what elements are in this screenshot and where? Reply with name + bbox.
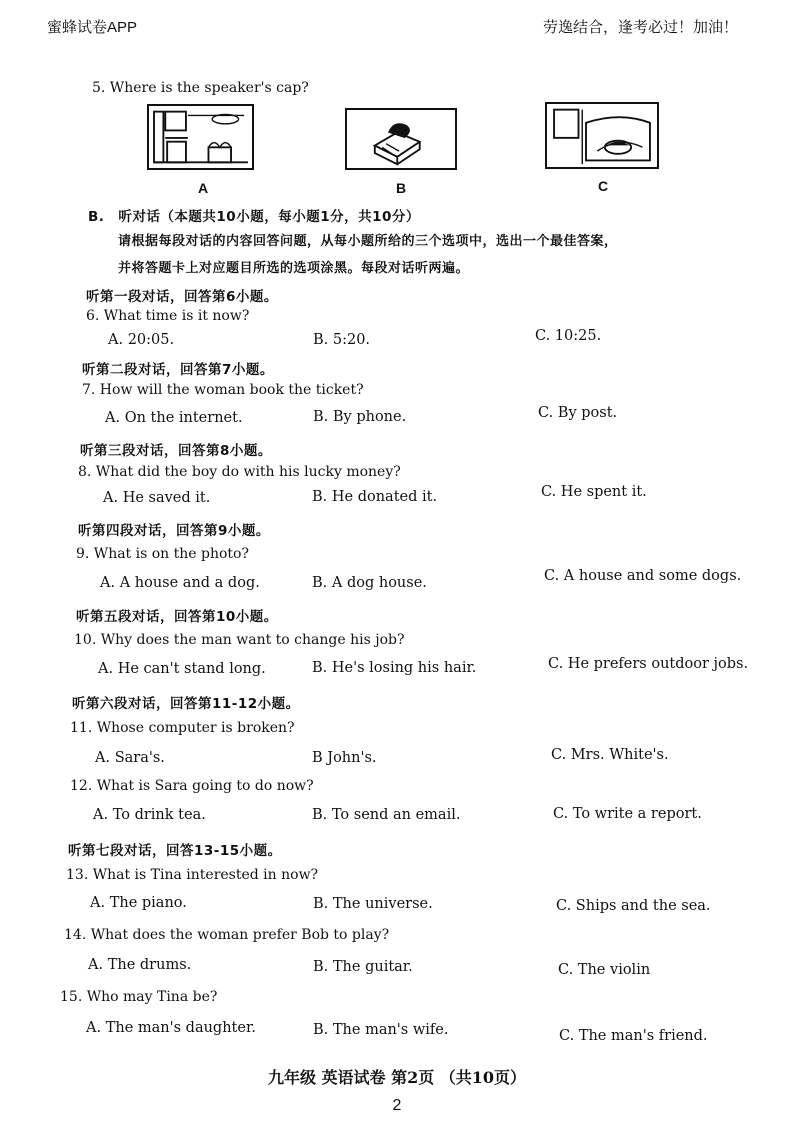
dialog-4-heading: 听第四段对话，回答第9小题。: [78, 523, 270, 539]
question-10: 10. Why does the man want to change his job?: [74, 632, 405, 648]
room-illustration-icon: [149, 106, 252, 168]
q15-option-c: C. The man's friend.: [559, 1028, 708, 1044]
dialog-6-heading: 听第六段对话，回答第11-12小题。: [72, 696, 300, 712]
dialog-7-heading: 听第七段对话，回答13-15小题。: [68, 843, 282, 859]
q10-option-a: A. He can't stand long.: [98, 661, 266, 677]
q7-option-c: C. By post.: [538, 405, 618, 421]
q8-option-a: A. He saved it.: [103, 490, 211, 506]
question-14: 14. What does the woman prefer Bob to play?: [64, 927, 390, 943]
question-9: 9. What is on the photo?: [76, 546, 249, 562]
q6-option-b: B. 5:20.: [313, 332, 371, 348]
q14-option-b: B. The guitar.: [313, 959, 413, 975]
picture-c-cap-on-sofa: [545, 102, 659, 169]
picture-label-b: B: [396, 180, 407, 196]
question-7: 7. How will the woman book the ticket?: [82, 382, 364, 398]
q7-option-b: B. By phone.: [313, 409, 407, 425]
q11-option-a: A. Sara's.: [95, 750, 165, 766]
q8-option-c: C. He spent it.: [541, 484, 647, 500]
cap-on-sofa-icon: [547, 104, 657, 167]
q14-option-a: A. The drums.: [88, 957, 192, 973]
section-b-title: B. 听对话（本题共10小题，每小题1分，共10分）: [88, 209, 420, 225]
question-5: 5. Where is the speaker's cap?: [92, 80, 309, 96]
q6-option-c: C. 10:25.: [535, 328, 602, 344]
dialog-3-heading: 听第三段对话，回答第8小题。: [80, 443, 272, 459]
q13-option-c: C. Ships and the sea.: [556, 898, 711, 914]
q10-option-b: B. He's losing his hair.: [312, 660, 477, 676]
question-15: 15. Who may Tina be?: [60, 989, 218, 1005]
q12-option-a: A. To drink tea.: [93, 807, 206, 823]
picture-label-c: C: [598, 178, 609, 194]
q13-option-a: A. The piano.: [90, 895, 187, 911]
q12-option-c: C. To write a report.: [553, 806, 702, 822]
dialog-1-heading: 听第一段对话，回答第6小题。: [86, 289, 278, 305]
q11-option-b: B John's.: [312, 750, 377, 766]
q8-option-b: B. He donated it.: [312, 489, 438, 505]
q12-option-b: B. To send an email.: [312, 807, 461, 823]
page-number: 2: [392, 1097, 402, 1114]
q9-option-b: B. A dog house.: [312, 575, 427, 591]
question-12: 12. What is Sara going to do now?: [70, 778, 314, 794]
q15-option-a: A. The man's daughter.: [86, 1020, 256, 1036]
picture-b-cap-on-box: [345, 108, 457, 170]
q15-option-b: B. The man's wife.: [313, 1022, 449, 1038]
exam-footer: 九年级 英语试卷 第2页 （共10页）: [267, 1068, 527, 1087]
q6-option-a: A. 20:05.: [108, 332, 175, 348]
cap-on-box-icon: [347, 110, 455, 168]
app-name: 蜜蜂试卷APP: [47, 19, 138, 36]
q10-option-c: C. He prefers outdoor jobs.: [548, 656, 749, 672]
section-b-instruction-2: 并将答题卡上对应题目所选的选项涂黑。每段对话听两遍。: [118, 261, 470, 276]
q7-option-a: A. On the internet.: [105, 410, 243, 426]
header-slogan: 劳逸结合，逢考必过！加油！: [542, 19, 738, 36]
picture-a-room: [147, 104, 254, 170]
dialog-2-heading: 听第二段对话，回答第7小题。: [82, 362, 274, 378]
dialog-5-heading: 听第五段对话，回答第10小题。: [76, 609, 278, 625]
picture-label-a: A: [198, 180, 209, 196]
q9-option-a: A. A house and a dog.: [100, 575, 260, 591]
question-8: 8. What did the boy do with his lucky money?: [78, 464, 401, 480]
section-b-instruction-1: 请根据每段对话的内容回答问题，从每小题所给的三个选项中，选出一个最佳答案，: [118, 234, 618, 249]
question-11: 11. Whose computer is broken?: [70, 720, 295, 736]
q13-option-b: B. The universe.: [313, 896, 433, 912]
q11-option-c: C. Mrs. White's.: [551, 747, 669, 763]
q14-option-c: C. The violin: [558, 962, 651, 978]
question-13: 13. What is Tina interested in now?: [66, 867, 319, 883]
q9-option-c: C. A house and some dogs.: [544, 568, 742, 584]
question-6: 6. What time is it now?: [86, 308, 250, 324]
